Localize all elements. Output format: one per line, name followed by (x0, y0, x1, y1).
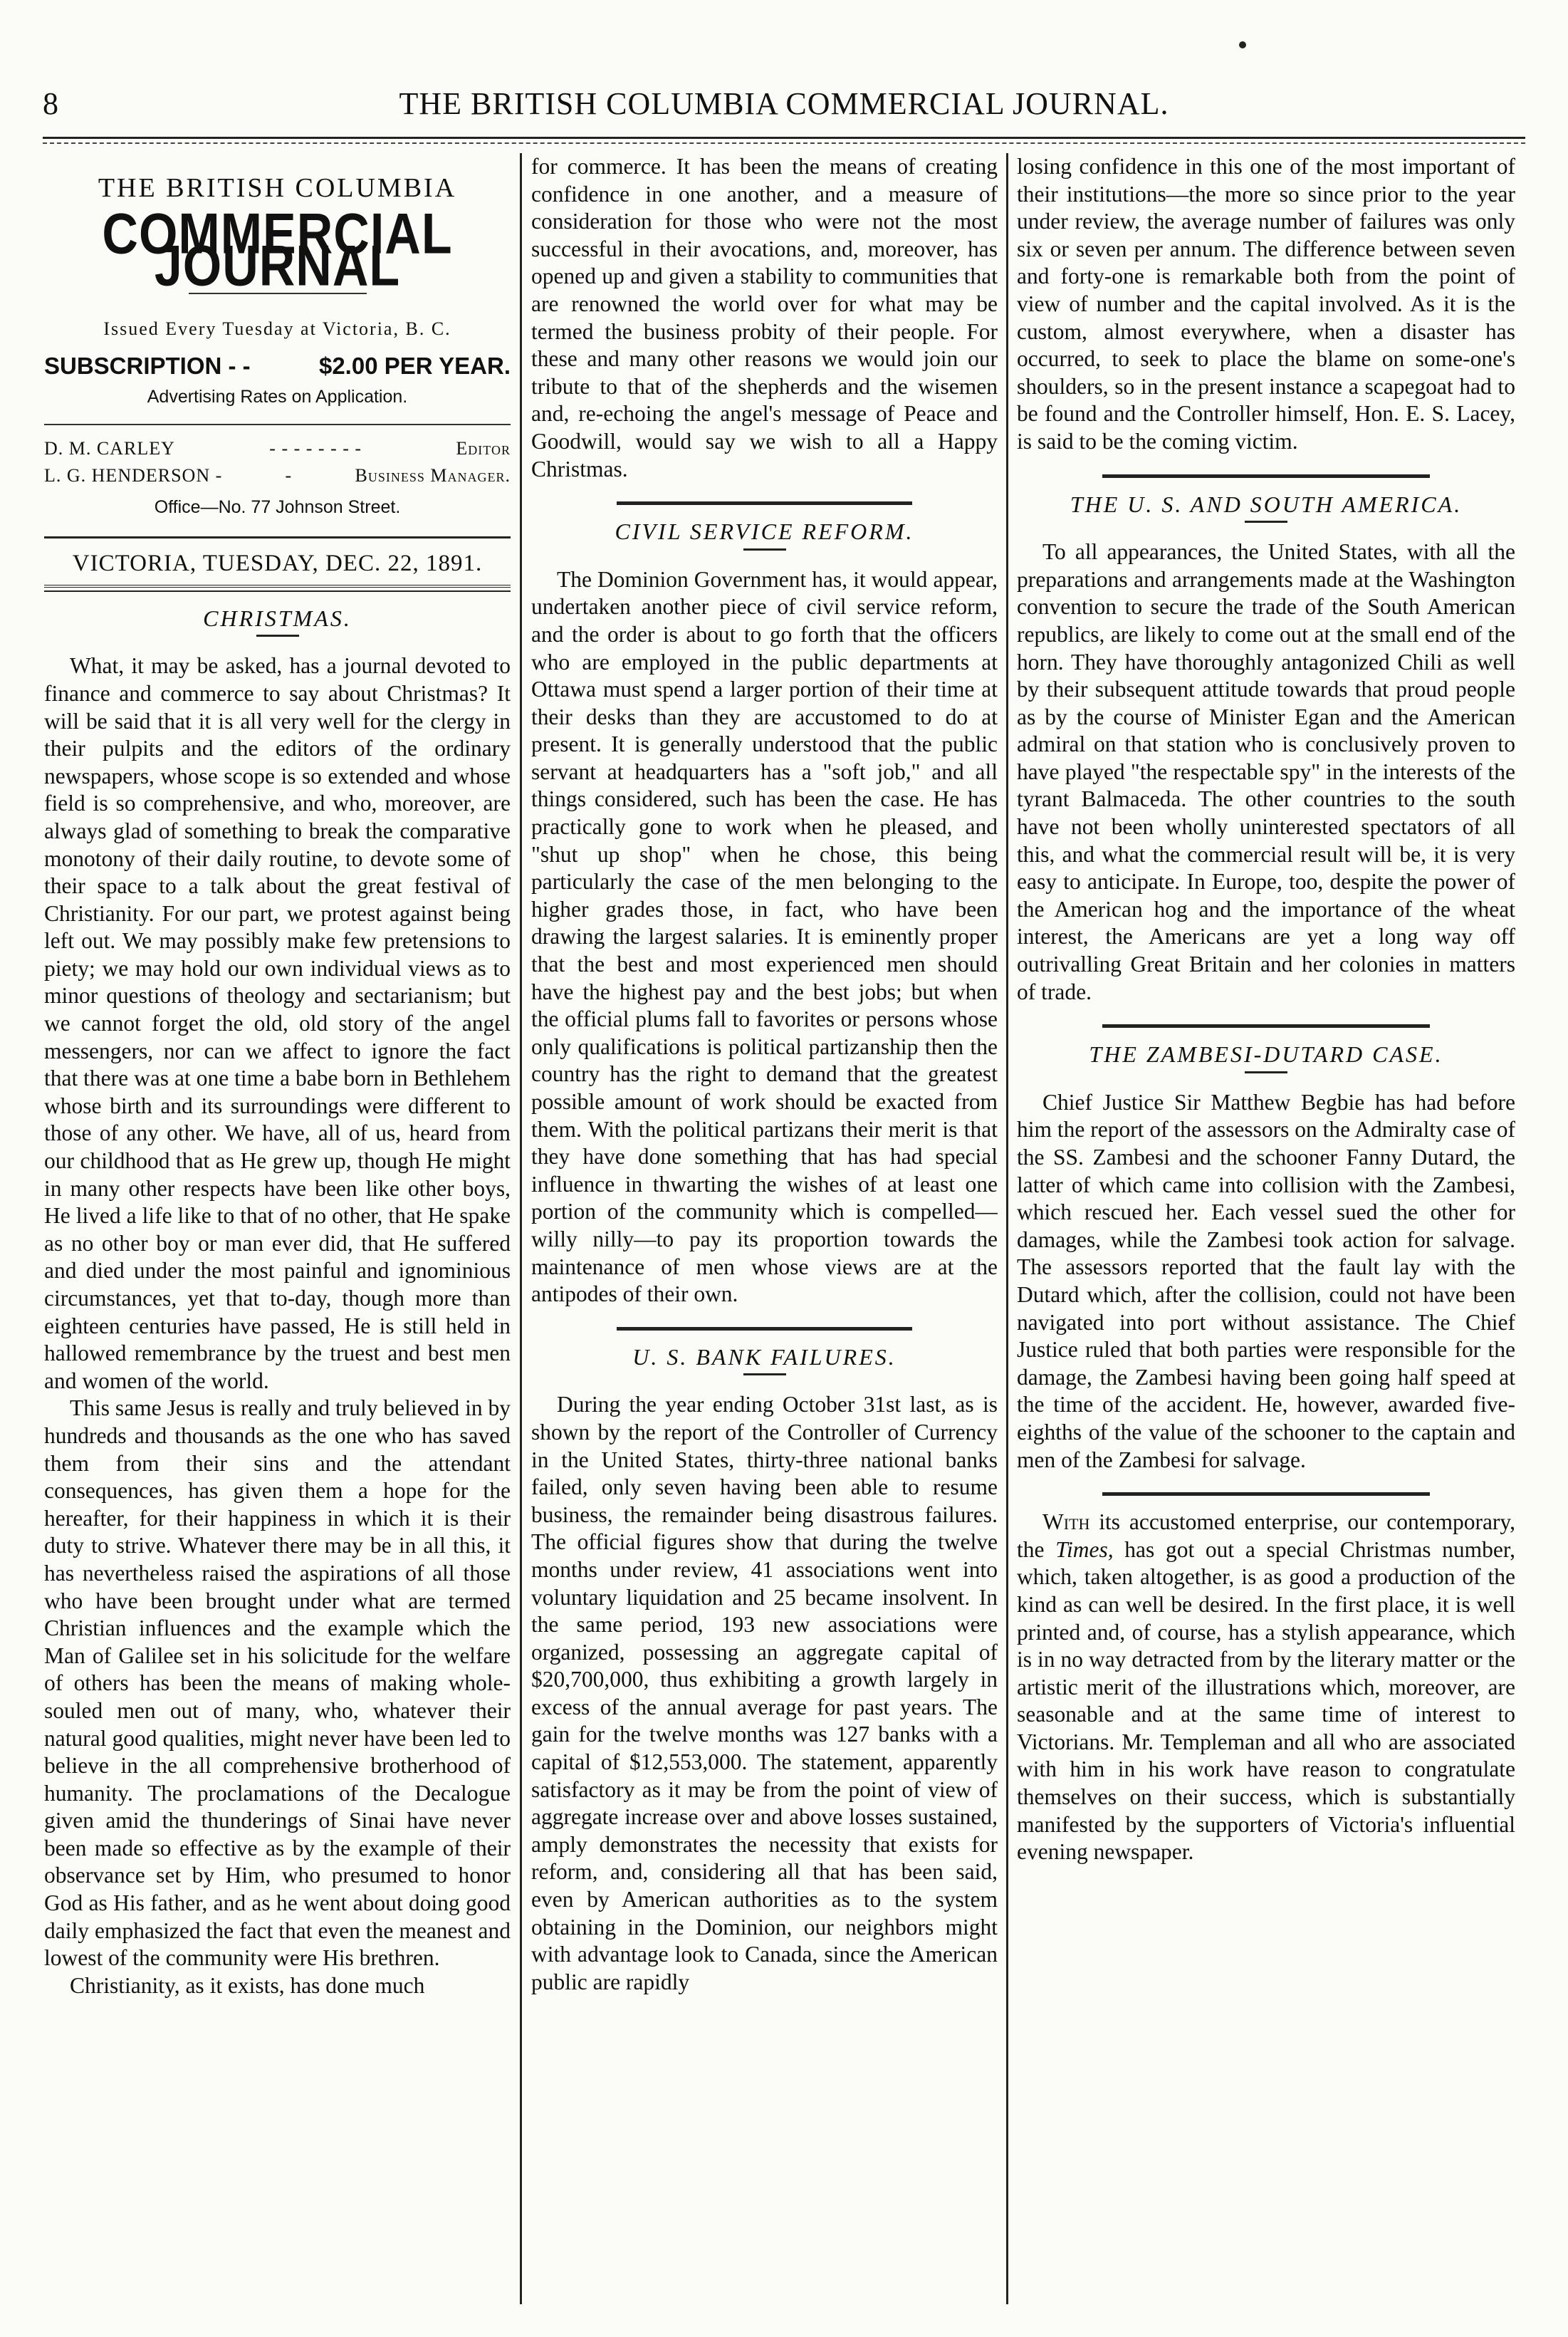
editor-role: Editor (456, 437, 511, 459)
article-paragraph: for commerce. It has been the means of creating confidence in one another, and a measure of consideration for those who were not the most successful in their avocations, and, moreover, has opened up and given a stability to communities that are renowned the world over for what may be termed the business probity of their people. For these and many other reasons we would join our tribute to that of the shepherds and the wisemen and, re-echoing the angel's message of Peace and Goodwill, would say we wish to all a Happy Christmas. (531, 154, 998, 482)
separator-rule (1102, 1492, 1430, 1496)
manager-line (44, 462, 511, 489)
subscription-label: SUBSCRIPTION - - (44, 353, 251, 380)
article-heading: THE ZAMBESI-DUTARD CASE. (1089, 1041, 1443, 1068)
column-divider (520, 153, 522, 2304)
masthead (44, 175, 511, 592)
editor-dots: - - - - - - - - (269, 437, 362, 459)
issued-line: Issued Every Tuesday at Victoria, B. C. (103, 318, 451, 339)
subscription-line (44, 353, 511, 380)
text-span: has got out a special Christmas number, which, taken altogether, is as good a production of the kind as can well be desired. In the first place, it is well printed and, of course, has a stylish appearance, which is in no way detracted from by the literary matter or the artistic merit of the illustrations which, moreover, are seasonable and at the same time of interest to Victorians. Mr. Templeman and all who are associated with him in his work have reason to congratulate themselves on their success, which is substantially manifested by the supporters of Victoria's influential evening newspaper. (1017, 1536, 1515, 1865)
masthead-title-small: THE BRITISH COLUMBIA (98, 173, 457, 203)
short-rule (256, 635, 299, 637)
article-paragraph (1017, 1509, 1515, 1866)
short-rule (743, 1373, 786, 1375)
office-line: Office—No. 77 Johnson Street. (154, 496, 401, 517)
article-paragraph: This same Jesus is really and truly believed in by hundreds and thousands as the one who has saved them from their sins and the attendant consequences, has given them a hope for the hereafter, for their happiness in which it is their duty to strive. Whatever there may be in all this, it has nevertheless raised the aspirations of all those who have been brought under what are termed Christian influences and the example which the Man of Galilee set in his solicitude for the welfare of others has been the means of making whole-souled men out of many, who, whatever their natural good qualities, might never have been led to believe in the all comprehensive brotherhood of humanity. The proclamations of the Decalogue given amid the thunderings of Sinai have never been made so effective as by the example of their observance set by Him, who presumed to honor God as His father, and as he went about doing good daily emphasized the fact that even the meanest and lowest of the community were His brethren. (44, 1395, 511, 1971)
separator-rule (1102, 1024, 1430, 1028)
subscription-price: $2.00 PER YEAR. (318, 353, 511, 380)
separator-rule (617, 1327, 912, 1331)
short-rule (1245, 1071, 1287, 1073)
article-heading: CHRISTMAS. (203, 605, 352, 631)
column-3 (1017, 153, 1515, 2304)
advertising-line: Advertising Rates on Application. (147, 386, 408, 407)
dateline-rule (44, 585, 511, 592)
dateline: VICTORIA, TUESDAY, DEC. 22, 1891. (72, 551, 483, 577)
article-paragraph: During the year ending October 31st last, as is shown by the report of the Controller of Currency in the United States, thirty-three national banks failed, only seven having been able to resume business, the remainder being disastrous failures. The official figures show that during the twelve months under review, 41 associations went into voluntary liquidation and 25 became insolvent. In the same period, 193 new associations were organized, possessing an aggregate capital of $20,700,000, thus exhibiting a growth largely in excess of the annual average for past years. The gain for the twelve months was 127 banks with a capital of $12,553,000. The statement, apparently satisfactory as it may be from the point of view of aggregate increase over and above losses sustained, amply demonstrates the necessity that exists for reform, and, considering all that has been said, even by American authorities as to the system obtaining in the Dominion, our neighbors might with advantage look to Canada, since the American public are rapidly (531, 1392, 998, 1994)
masthead-rule (44, 536, 511, 538)
manager-dots: - (285, 464, 293, 486)
article-heading: CIVIL SERVICE REFORM. (615, 519, 914, 545)
short-rule (1245, 521, 1287, 523)
lead-word: With (1042, 1509, 1090, 1535)
page-header (43, 85, 1525, 128)
publication-name: Times, (1055, 1536, 1114, 1562)
masthead-rule (44, 424, 511, 425)
article-paragraph: What, it may be asked, has a journal devoted to finance and commerce to say about Christmas? It will be said that it is all very well for the clergy in their pulpits and the editors of the ordinary newspapers, whose scope is so extended and whose field is so comprehensive, and who, moreover, are always glad of something to break the comparative monotony of their daily routine, to devote some of their space to a talk about the great festival of Christianity. For our part, we protest against being left out. We may possibly make few pretensions to piety; we may hold our own individual views as to minor questions of theology and sectarianism; but we cannot forget the old, old story of the angel messengers, nor can we affect to ignore the fact that there was at one time a babe born in Bethlehem whose birth and its surroundings were different to those of any other. We have, all of us, heard from our childhood that as He grew up, though He might in many other respects have been like other boys, He lived a life like to that of no other, that He spake as no other boy or man ever did, that He suffered and died under the most painful and ignominious circumstances, yet that to-day, though more than eighteen centuries have passed, He is still held in hallowed remembrance by the truest and best men and women of the world. (44, 653, 511, 1393)
separator-rule (1102, 474, 1430, 478)
article-paragraph: losing confidence in this one of the most important of their institutions—the more so since prior to the year under review, the average number of failures was only six or seven per annum. The difference between seven and forty-one is remarkable both from the point of view of number and the capital involved. As it is the custom, almost everywhere, when a disaster has occurred, to seek to place the blame on some-one's shoulders, so in the present instance a scapegoat had to be found and the Controller himself, Hon. E. S. Lacey, is said to be the coming victim. (1017, 154, 1515, 454)
text-span: its accustomed enterprise, our contemporary, the (1017, 1509, 1515, 1562)
article-paragraph: Christianity, as it exists, has done much (70, 1972, 425, 1998)
header-rule (43, 137, 1525, 139)
masthead-title: COMMERCIAL JOURNAL (102, 201, 453, 297)
article-heading: U. S. BANK FAILURES. (632, 1343, 897, 1370)
running-head: THE BRITISH COLUMBIA COMMERCIAL JOURNAL. (399, 86, 1169, 121)
manager-name: L. G. HENDERSON - (44, 464, 223, 486)
ink-dot (1239, 41, 1246, 48)
column-1 (44, 153, 511, 2304)
short-rule (743, 548, 786, 551)
separator-rule (617, 501, 912, 505)
page-number: 8 (43, 86, 58, 121)
article-paragraph: The Dominion Government has, it would appear, undertaken another piece of civil service reform, and the order is about to go forth that the officers who are employed in the public departments at Ottawa must spend a larger portion of their time at their desks than they are accustomed to do at present. It is generally understood that the public servant at headquarters has a "soft job," and all things considered, such has been the case. He has practically gone to work when he pleased, and "shut up shop" when he chose, this being particularly the case of the men belonging to the higher grades those, in fact, who have been drawing the largest salaries. It is eminently proper that the best and most experienced men should have the highest pay and the best jobs; but when the official plums fall to favorites or persons whose only qualifications is political partizanship then the country has the right to demand that the greatest possible amount of work should be exacted from them. With the political partizans their merit is that they have done something that has had special influence in thwarting the wishes of at least one portion of the community which is compelled—willy nilly—to pay its proportion towards the maintenance of men whose views are at the antipodes of their own. (531, 566, 998, 1307)
article-heading: THE U. S. AND SOUTH AMERICA. (1070, 491, 1463, 517)
article-paragraph: Chief Justice Sir Matthew Begbie has had before him the report of the assessors on the Admiralty case of the SS. Zambesi and the schooner Fanny Dutard, the latter of which came into collision with the Zambesi, which rescued her. Each vessel sued the other for damages, while the Zambesi took action for salvage. The assessors reported that the fault lay with the Dutard which, after the collision, could not have been navigated into port without assistance. The Chief Justice ruled that both parties were responsible for the damage, the Zambesi having been going half speed at the time of the accident. He, however, awarded five-eighths of the value of the schooner to the captain and men of the Zambesi for salvage. (1017, 1089, 1515, 1472)
column-divider (1006, 153, 1008, 2304)
header-dashed-rule (43, 142, 1525, 144)
manager-role: Business Manager. (355, 464, 511, 486)
article-paragraph: To all appearances, the United States, with all the preparations and arrangements made at the Washington convention to secure the trade of the South American republics, are likely to come out at the small end of the horn. They have thoroughly antagonized Chili as well by their subsequent attitude towards that proud people as by the course of Minister Egan and the American admiral on that station who is conclusively proven to have played "the respectable spy" in the interests of the tyrant Balmaceda. The other countries to the south have not been wholly uninterested spectators of all this, and what the commercial result will be, it is very easy to anticipate. In Europe, too, despite the power of the American hog and the importance of the wheat interest, the Americans are yet a long way off outrivalling Great Britain and her colonies in matters of trade. (1017, 539, 1515, 1004)
column-2 (531, 153, 998, 2304)
editor-line (44, 435, 511, 462)
editor-name: D. M. CARLEY (44, 437, 175, 459)
